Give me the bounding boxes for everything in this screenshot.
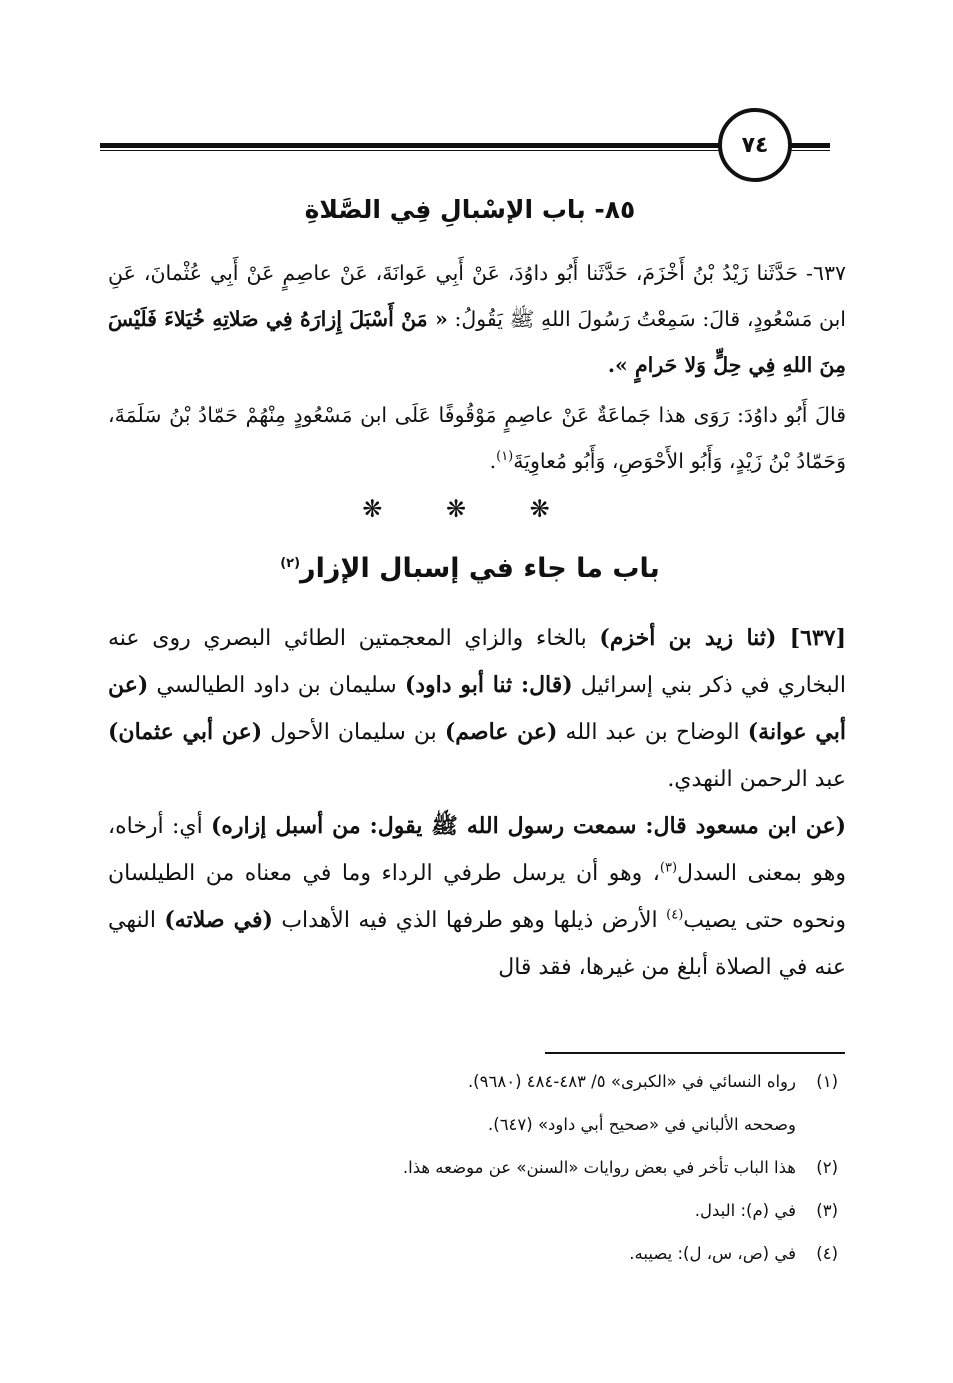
commentary-text: ، وهو أن يرسل طرفي الرداء وما في معناه من الطيلسان ونحوه حتى يصيب (108, 861, 847, 933)
footnote (108, 1232, 838, 1275)
commentary-text: سليمان بن داود الطيالسي (148, 673, 405, 698)
separator-stars: ❋ ❋ ❋ (362, 495, 578, 523)
commentary-lemma: (عن أبي عوانة) (108, 672, 846, 745)
note-end: . (489, 449, 497, 473)
page-header (100, 100, 830, 175)
commentary-text: الأرض ذيلها وهو طرفها الذي فيه الأهداب (272, 908, 667, 933)
footnote-number: (٢) (816, 1158, 838, 1177)
header-rule (100, 143, 720, 148)
footnote-number: (٣) (816, 1201, 838, 1220)
header-rule-right-thin (790, 150, 830, 151)
commentary-lemma: (ثنا زيد بن أخزم) (599, 625, 777, 651)
page-number: ٧٤ (718, 108, 792, 182)
footnote-ref-4[interactable]: (٤) (666, 907, 684, 923)
hadith-text (108, 250, 846, 388)
footnote-ref-3[interactable]: (٣) (659, 860, 678, 876)
footnote-text: في (م): البدل. (694, 1201, 796, 1220)
abu-dawud-note-text: قالَ أَبُو داوُدَ: رَوَى هذا جَماعَةٌ عَنْ عاصِمٍ مَوْقُوفًا عَلَى ابن مَسْعُودٍ مِنْهُمْ حَمّادُ بْنُ سَلَمَةَ، وَحَمّادُ بْنُ زَيْدٍ، وَأَبُو الأَحْوَصِ، وَأَبُو مُعاوِيَةَ (108, 403, 846, 473)
commentary-lemma: (عن عاصم) (444, 719, 558, 745)
footnote-text: وصححه الألباني في «صحيح أبي داود» (٦٤٧). (488, 1115, 796, 1134)
footnote-ref-1[interactable]: (١) (496, 449, 514, 465)
footnote-ref-2[interactable]: (٢) (280, 556, 301, 571)
footnotes (108, 1060, 838, 1275)
commentary-text: أي: أرخاه، وهو بمعنى السدل (108, 814, 846, 886)
footnote-text: في (ص، س، ل): يصيبه. (629, 1244, 796, 1263)
footnote-number: (١) (816, 1072, 838, 1091)
commentary-lemma: (عن ابن مسعود قال: سمعت رسول الله ﷺ يقول: من أسبل إزاره) (210, 813, 846, 839)
abu-dawud-note (108, 392, 846, 484)
footnote (108, 1146, 838, 1189)
commentary-title-text: باب ما جاء في إسبال الإزار (300, 553, 660, 584)
hadith-matn: « مَنْ أَسْبَلَ إِزارَهُ فِي صَلاتِهِ خُيَلاءَ فَلَيْسَ مِنَ اللهِ فِي حِلٍّ وَلا حَرامٍ ». (108, 307, 846, 377)
footnote (108, 1060, 838, 1103)
commentary-paragraph-1 (108, 615, 846, 803)
footnote-number (796, 1103, 838, 1146)
footnote (108, 1189, 838, 1232)
footnote (108, 1103, 838, 1146)
hadith-isnad: ٦٣٧- حَدَّثَنا زَيْدُ بْنُ أَخْزَمَ، حَدَّثَنا أَبُو داوُدَ، عَنْ أَبِي عَوانَةَ، عَنْ عاصِمٍ عَنْ أَبِي عُثْمانَ، عَنِ ابن مَسْعُودٍ، قالَ: سَمِعْتُ رَسُولَ اللهِ ﷺ يَقُولُ: (108, 261, 846, 331)
commentary-text: عبد الرحمن النهدي. (667, 767, 846, 792)
commentary-title (100, 553, 840, 584)
header-rule-thin (100, 150, 720, 151)
footnote-text: رواه النسائي في «الكبرى» ٥/ ٤٨٣-٤٨٤ (٩٦٨٠). (467, 1072, 796, 1091)
commentary-text: بالخاء والزاي المعجمتين الطائي البصري روى عنه البخاري في ذكر بني إسرائيل (108, 626, 846, 698)
commentary-body (108, 615, 846, 991)
footnote-text: هذا الباب تأخر في بعض روايات «السنن» عن موضعه هذا. (402, 1158, 796, 1177)
section-title: ٨٥- باب الإسْبالِ فِي الصَّلاةِ (304, 195, 636, 224)
commentary-text: النهي عنه في الصلاة أبلغ من غيرها، فقد قال (108, 908, 846, 980)
footnote-number: (٤) (816, 1244, 838, 1263)
header-rule-right (790, 143, 830, 148)
commentary-text: الوضاح بن عبد الله (557, 720, 748, 745)
commentary-text: بن سليمان الأحول (262, 720, 445, 745)
footnote-divider (545, 1052, 845, 1054)
commentary-lemma: (قال: ثنا أبو داود) (404, 672, 573, 698)
commentary-lemma: (عن أبي عثمان) (108, 719, 263, 745)
commentary-lemma: [٦٣٧] (776, 625, 846, 651)
commentary-paragraph-2 (108, 803, 846, 991)
commentary-lemma: (في صلاته) (164, 907, 273, 933)
